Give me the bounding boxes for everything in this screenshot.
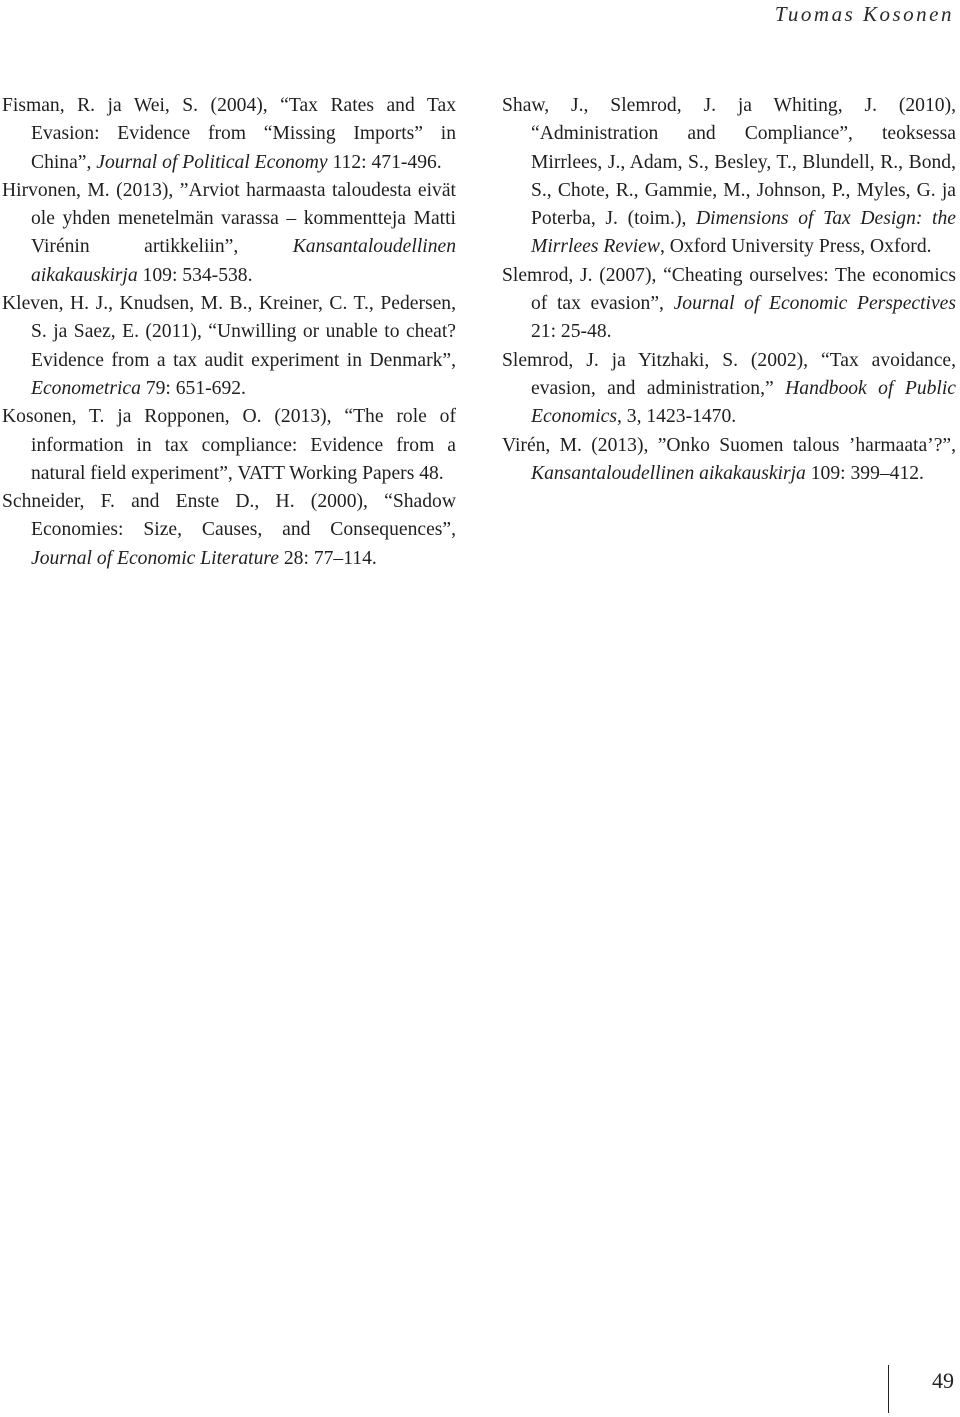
reference-entry (502, 347, 956, 432)
reference-volume-pages: 28: 77–114. (278, 547, 377, 569)
reference-volume-pages: 109: 534-538. (137, 264, 253, 286)
reference-text: Shaw, J., Slemrod, J. ja Whiting, J. (2010), “Administration and Compliance”, teoksessa Mirrlees, J., Adam, S., Besley, T., Blundell, R., Bond, S., Chote, R., Gammie, M., Johnson, P., Myles, G. ja Poterba, J. (toim.), (502, 95, 956, 230)
reference-source-title: Dimensions of Tax Design: the Mirrlees Review (531, 208, 956, 258)
reference-entry (2, 403, 456, 488)
reference-volume-pages: 21: 25-48. (531, 321, 612, 343)
reference-text: Virén, M. (2013), ”Onko Suomen talous ’harmaata’?”, (502, 434, 956, 456)
reference-text: Fisman, R. ja Wei, S. (2004), “Tax Rates and Tax Evasion: Evidence from “Missing Imports” in China”, (2, 95, 456, 173)
reference-entry (502, 92, 956, 262)
reference-entry (2, 177, 456, 290)
reference-volume-pages: 79: 651-692. (140, 377, 246, 399)
running-header (0, 0, 960, 28)
reference-volume-pages: 112: 471-496. (327, 151, 442, 173)
running-header-author: Tuomas Kosonen (774, 2, 954, 26)
reference-source-title: Journal of Economic Literature (31, 547, 279, 569)
reference-source-title: Kansantaloudellinen aikakauskirja (531, 462, 806, 484)
references-right-column (502, 92, 956, 488)
reference-entry (2, 290, 456, 403)
reference-entry (502, 262, 956, 347)
reference-source-title: Kansantaloudellinen aikakauskirja (31, 236, 456, 286)
reference-text: Slemrod, J. (2007), “Cheating ourselves: The economics of tax evasion”, (502, 264, 956, 315)
reference-volume-pages: , 3, 1423-1470. (616, 406, 737, 428)
reference-text: Kleven, H. J., Knudsen, M. B., Kreiner, C. T., Pedersen, S. ja Saez, E. (2011), “Unwilling or unable to cheat? Evidence from a tax audit experiment in Denmark”, (2, 293, 456, 371)
reference-source-title: Journal of Political Economy (96, 151, 328, 173)
reference-source-title: Handbook of Public Economics (531, 377, 956, 428)
reference-source-title: Journal of Economic Perspectives (673, 293, 956, 315)
reference-volume-pages: , Oxford University Press, Oxford. (659, 236, 932, 258)
page-number-divider (888, 1365, 889, 1413)
reference-entry (502, 432, 956, 489)
reference-text: Kosonen, T. ja Ropponen, O. (2013), “The role of information in tax compliance: Evidence from a natural field experiment”, VATT Working Papers 48. (2, 406, 456, 484)
page-number: 49 (932, 1368, 954, 1393)
reference-text: Hirvonen, M. (2013), ”Arviot harmaasta taloudesta eivät ole yhden menetelmän varassa – kommentteja Matti Virénin artikkeliin”, (2, 179, 456, 258)
reference-entry (2, 92, 456, 177)
references-left-column (2, 92, 456, 573)
reference-volume-pages: 109: 399–412. (805, 462, 924, 484)
reference-text: Slemrod, J. ja Yitzhaki, S. (2002), “Tax avoidance, evasion, and administration,” (502, 349, 956, 399)
reference-entry (2, 488, 456, 573)
reference-source-title: Econometrica (31, 377, 141, 399)
reference-text: Schneider, F. and Enste D., H. (2000), “Shadow Economies: Size, Causes, and Consequences”, (2, 491, 456, 541)
